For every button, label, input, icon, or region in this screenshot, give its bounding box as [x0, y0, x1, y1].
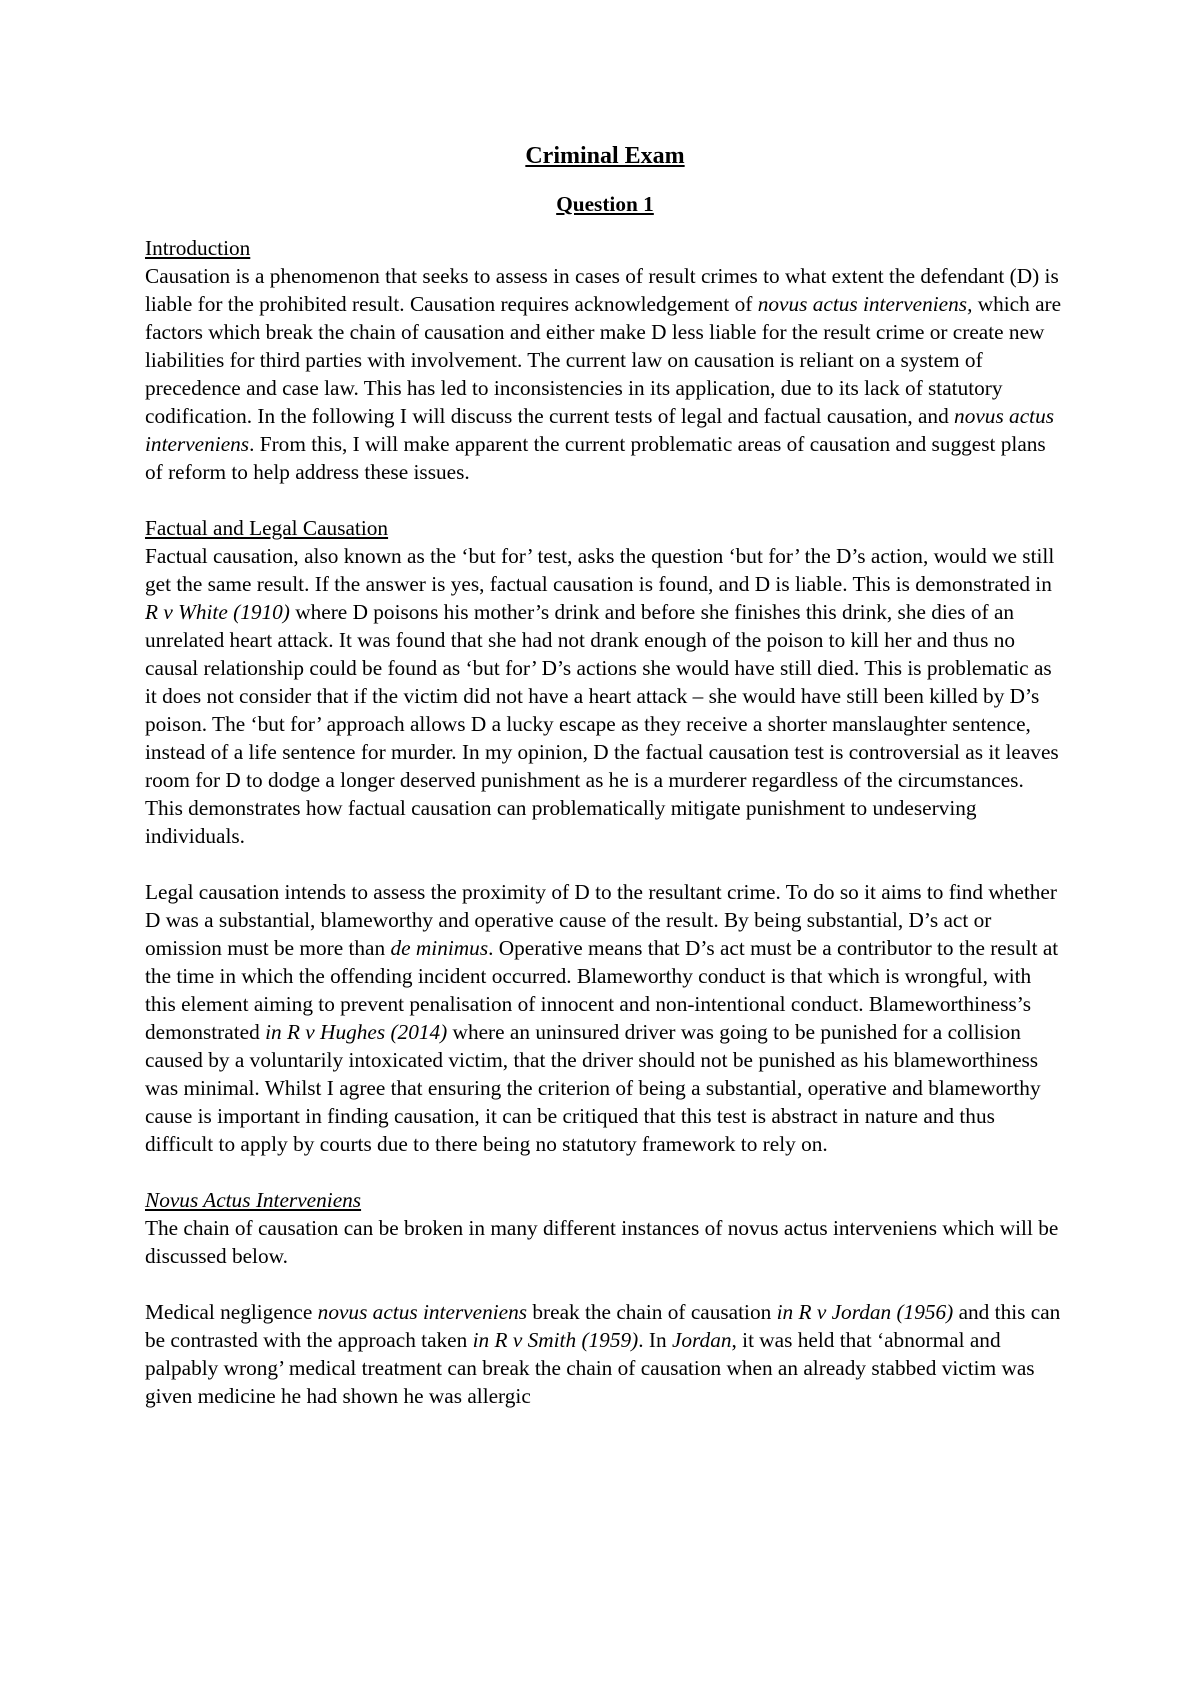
- novus-text-3: and this can be contrasted with the approach taken: [145, 1300, 1061, 1352]
- intro-paragraph: [145, 262, 1065, 486]
- novus-text-4: . In: [638, 1328, 672, 1352]
- factual-text-2: where D poisons his mother’s drink and before she finishes this drink, she dies of an unrelated heart attack. It was found that she had not drank enough of the poison to kill her and thus no causal relationship could be found as ‘but for’ D’s actions she would have still died. This is problematic as it does not consider that if the victim did not have a heart attack – she would have still been killed by D’s poison. The ‘but for’ approach allows D a lucky escape as they receive a shorter manslaughter sentence, instead of a life sentence for murder. In my opinion, D the factual causation test is controversial as it leaves room for D to dodge a longer deserved punishment as he is a murderer regardless of the circumstances. This demonstrates how factual causation can problematically mitigate punishment to undeserving individuals.: [145, 600, 1059, 848]
- novus-text-2: break the chain of causation: [527, 1300, 777, 1324]
- legal-text-3: where an uninsured driver was going to be punished for a collision caused by a voluntarily intoxicated victim, that the driver should not be punished as his blameworthiness was minimal. Whilst I agree that ensuring the criterion of being a substantial, operative and blameworthy cause is important in finding causation, it can be critiqued that this test is abstract in nature and thus difficult to apply by courts due to there being no statutory framework to rely on.: [145, 1020, 1041, 1156]
- paragraph-gap: [145, 1270, 1065, 1298]
- novus-text-1: Medical negligence: [145, 1300, 318, 1324]
- paragraph-gap: [145, 1158, 1065, 1186]
- novus-paragraph-2: [145, 1298, 1065, 1410]
- intro-text-3: . From this, I will make apparent the current problematic areas of causation and suggest plans of reform to help address these issues.: [145, 432, 1046, 484]
- legal-paragraph: [145, 878, 1065, 1158]
- document-page: [145, 140, 1065, 1410]
- factual-case-white: R v White (1910): [145, 600, 290, 624]
- intro-text-1: Causation is a phenomenon that seeks to assess in cases of result crimes to what extent the defendant (D) is liable for the prohibited result. Causation requires acknowledgement of: [145, 264, 1059, 316]
- paragraph-gap: [145, 850, 1065, 878]
- intro-italic-2: novus actus interveniens: [145, 404, 1055, 456]
- novus-text-5: , it was held that ‘abnormal and palpably wrong’ medical treatment can break the chain of causation when an already stabbed victim was given medicine he had shown he was allergic: [145, 1328, 1035, 1408]
- intro-text-2: which are factors which break the chain of causation and either make D less liable for the result crime or create new liabilities for third parties with involvement. The current law on causation is reliant on a system of precedence and case law. This has led to inconsistencies in its application, due to its lack of statutory codification. In the following I will discuss the current tests of legal and factual causation, and: [145, 292, 1062, 428]
- novus-heading: Novus Actus Interveniens: [145, 1188, 362, 1212]
- novus-case-jordan: in R v Jordan (1956): [776, 1300, 954, 1324]
- intro-heading: Introduction: [145, 236, 251, 260]
- legal-case-hughes: in R v Hughes (2014): [265, 1020, 448, 1044]
- novus-italic-1: novus actus interveniens: [317, 1300, 528, 1324]
- legal-italic-de-minimus: de minimus: [390, 936, 489, 960]
- paragraph-gap: [145, 486, 1065, 514]
- novus-case-smith: in R v Smith (1959): [472, 1328, 639, 1352]
- novus-italic-jordan: Jordan: [671, 1328, 732, 1352]
- factual-text-1: Factual causation, also known as the ‘but for’ test, asks the question ‘but for’ the D’s action, would we still get the same result. If the answer is yes, factual causation is found, and D is liable. This is demonstrated in: [145, 544, 1055, 596]
- factual-paragraph: [145, 542, 1065, 850]
- question-heading: Question 1: [556, 192, 654, 216]
- novus-paragraph-1: The chain of causation can be broken in many different instances of novus actus interveniens which will be discussed below.: [145, 1216, 1059, 1268]
- factual-legal-heading: Factual and Legal Causation: [145, 516, 389, 540]
- intro-italic-1: novus actus interveniens,: [757, 292, 973, 316]
- legal-text-1: Legal causation intends to assess the proximity of D to the resultant crime. To do so it aims to find whether D was a substantial, blameworthy and operative cause of the result. By being substantial, D’s act or omission must be more than: [145, 880, 1057, 960]
- legal-text-2: . Operative means that D’s act must be a contributor to the result at the time in which the offending incident occurred. Blameworthy conduct is that which is wrongful, with this element aiming to prevent penalisation of innocent and non-intentional conduct. Blameworthiness’s demonstrated: [145, 936, 1059, 1044]
- document-title: Criminal Exam: [525, 143, 685, 169]
